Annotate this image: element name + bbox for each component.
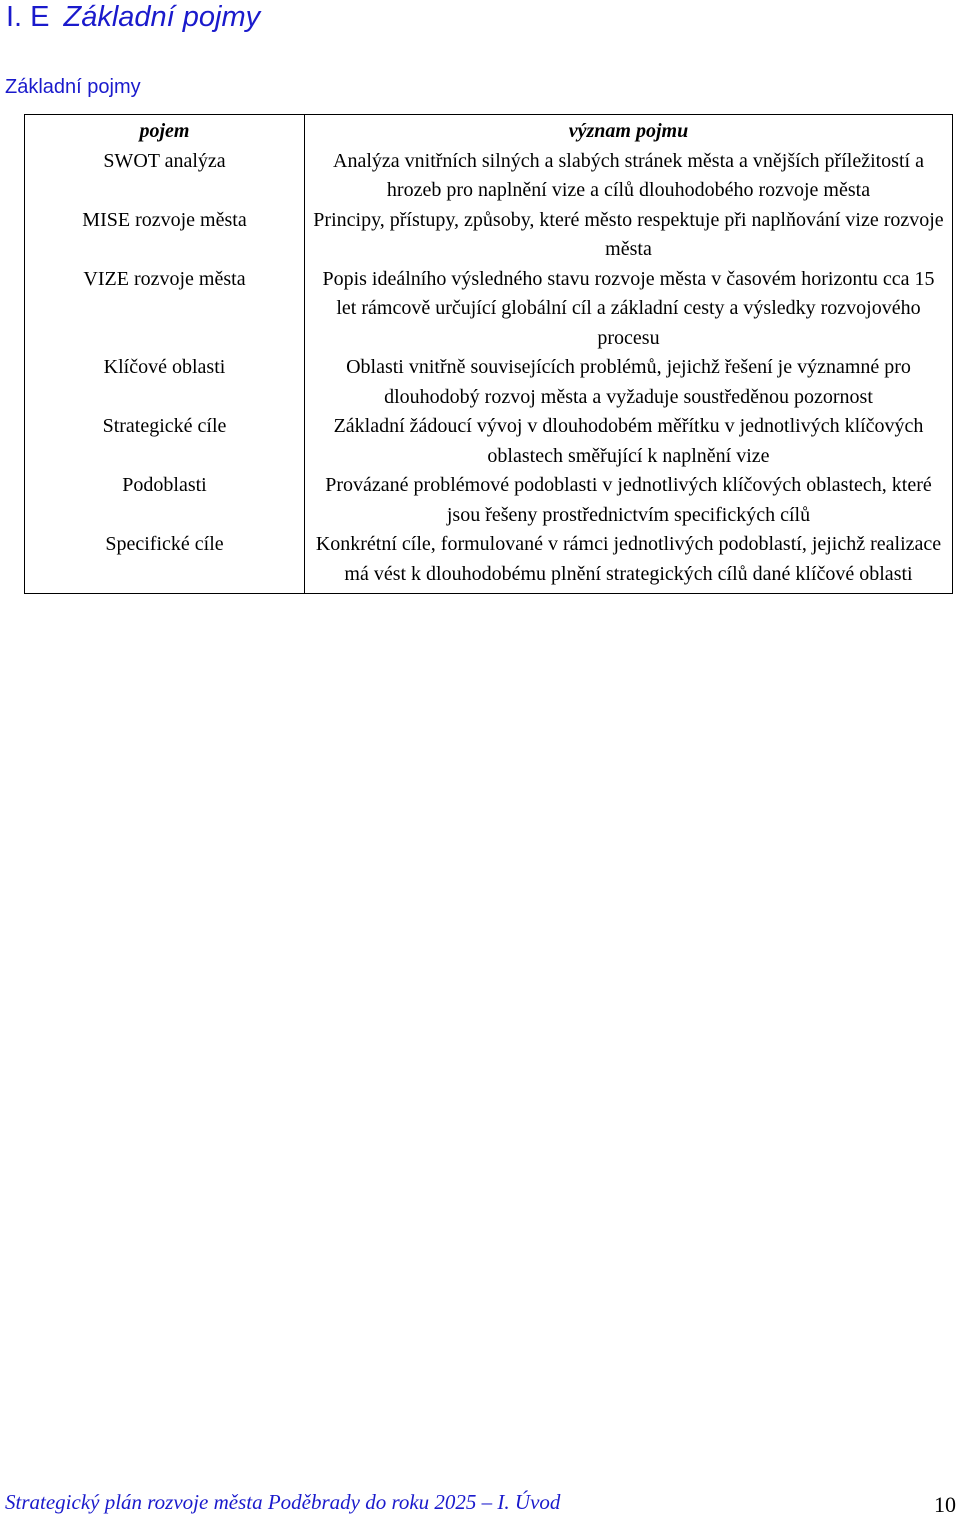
terms-table bbox=[24, 114, 953, 594]
term-cell: SWOT analýza bbox=[25, 147, 305, 206]
meaning-cell: Provázané problémové podoblasti v jednotlivých klíčových oblastech, které jsou řešeny prostřednictvím specifických cílů bbox=[305, 471, 953, 530]
section-number: I. E bbox=[6, 1, 50, 33]
section-title: Základní pojmy bbox=[63, 1, 261, 33]
subsection-heading: Základní pojmy bbox=[5, 76, 141, 98]
meaning-cell: Principy, přístupy, způsoby, které město respektuje při naplňování vize rozvoje města bbox=[305, 206, 953, 265]
meaning-cell: Konkrétní cíle, formulované v rámci jednotlivých podoblastí, jejichž realizace má vést k dlouhodobému plnění strategických cílů dané klíčové oblasti bbox=[305, 530, 953, 594]
term-cell: MISE rozvoje města bbox=[25, 206, 305, 265]
column-header-meaning: význam pojmu bbox=[305, 115, 953, 147]
table-row bbox=[25, 412, 953, 471]
table-row bbox=[25, 353, 953, 412]
table-row bbox=[25, 147, 953, 206]
term-cell: Podoblasti bbox=[25, 471, 305, 530]
table-row bbox=[25, 265, 953, 354]
meaning-cell: Základní žádoucí vývoj v dlouhodobém měřítku v jednotlivých klíčových oblastech směřující k naplnění vize bbox=[305, 412, 953, 471]
term-cell: VIZE rozvoje města bbox=[25, 265, 305, 354]
meaning-cell: Analýza vnitřních silných a slabých stránek města a vnějších příležitostí a hrozeb pro naplnění vize a cílů dlouhodobého rozvoje města bbox=[305, 147, 953, 206]
column-header-term: pojem bbox=[25, 115, 305, 147]
term-cell: Strategické cíle bbox=[25, 412, 305, 471]
page-number: 10 bbox=[934, 1492, 956, 1517]
meaning-cell: Oblasti vnitřně souvisejících problémů, jejichž řešení je významné pro dlouhodobý rozvoj města a vyžaduje soustředěnou pozornost bbox=[305, 353, 953, 412]
table-header-row bbox=[25, 115, 953, 147]
term-cell: Klíčové oblasti bbox=[25, 353, 305, 412]
table-row bbox=[25, 530, 953, 594]
term-cell: Specifické cíle bbox=[25, 530, 305, 594]
section-heading bbox=[6, 0, 260, 34]
table-row bbox=[25, 206, 953, 265]
table-row bbox=[25, 471, 953, 530]
meaning-cell: Popis ideálního výsledného stavu rozvoje města v časovém horizontu cca 15 let rámcově určující globální cíl a základní cesty a výsledky rozvojového procesu bbox=[305, 265, 953, 354]
footer-document-title: Strategický plán rozvoje města Poděbrady do roku 2025 – I. Úvod bbox=[5, 1490, 561, 1514]
